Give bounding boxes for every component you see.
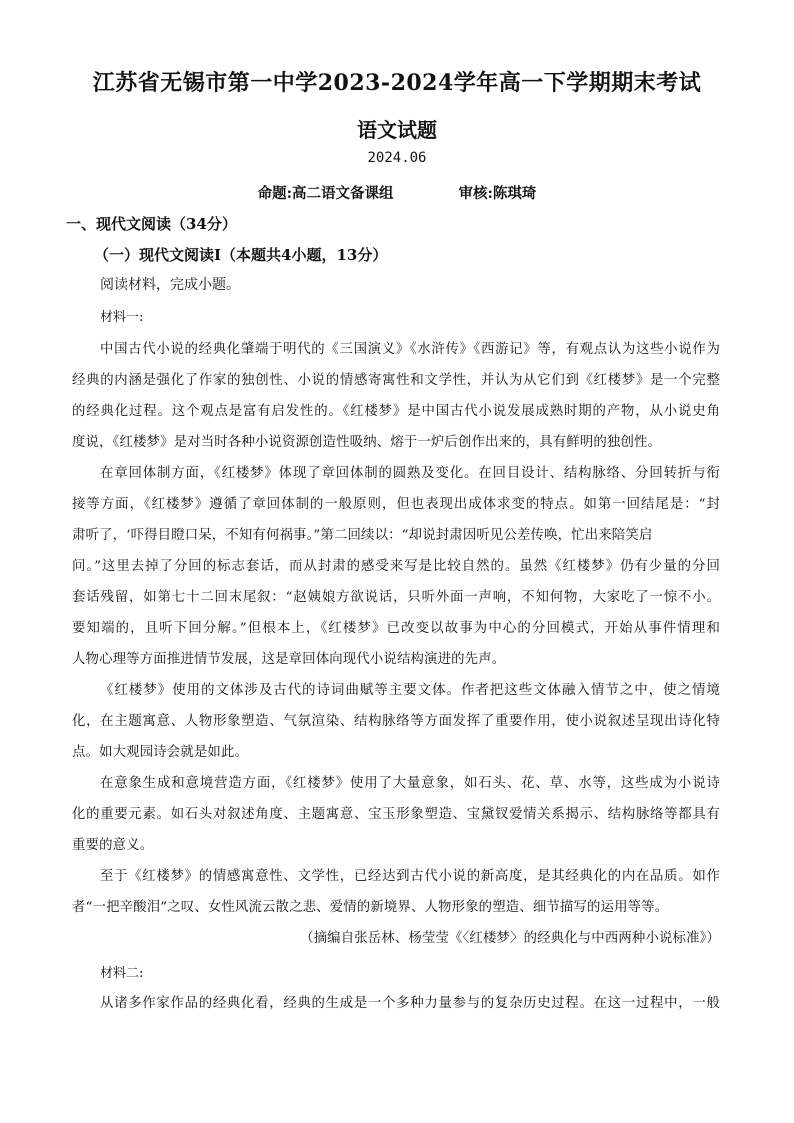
text-line: 从诸多作家作品的经典化看，经典的生成是一个多种力量参与的复杂历史过程。在这一过程中，一般 xyxy=(100,996,720,1011)
text-line: 要知端的，且听下回分解。”但根本上，《红楼梦》已改变以故事为中心的分回模式，开始从事件情理和 xyxy=(72,621,720,636)
text-line: 问。”这里去掉了分回的标志套话，而从封肃的感受来写是比较自然的。虽然《红楼梦》仍有少量的分回 xyxy=(72,559,720,574)
exam-title: 江苏省无锡市第一中学2023-2024学年高一下学期期末考试 xyxy=(92,70,702,96)
source-citation: （摘编自张岳林、杨莹莹《〈红楼梦〉的经典化与中西两种小说标准》） xyxy=(300,931,720,946)
text-line: 套话残留，如第七十二回末尾叙：“赵姨娘方欲说话，只听外面一声响，不知何物，大家吃了一惊不小。 xyxy=(72,590,720,605)
material-2-body xyxy=(72,988,720,1019)
text-line: 人物心理等方面推进情节发展，这是章回体向现代小说结构演进的先声。 xyxy=(72,652,506,667)
author-credit: 命题:高二语文备课组 xyxy=(257,185,394,202)
subsection-heading: （一）现代文阅读Ⅰ（本题共4小题，13分） xyxy=(94,246,388,264)
credits xyxy=(0,182,794,203)
section-heading: 一、现代文阅读（34分） xyxy=(66,215,237,233)
text-line: 在章回体制方面，《红楼梦》体现了章回体制的圆熟及变化。在回目设计、结构脉络、分回转折与衔 xyxy=(100,466,720,481)
text-line: 的经典化过程。这个观点是富有启发性的。《红楼梦》是中国古代小说发展成熟时期的产物，从小说史角 xyxy=(72,404,720,419)
exam-subtitle: 语文试题 xyxy=(357,118,437,142)
exam-date: 2024.06 xyxy=(367,150,427,166)
material-1-body xyxy=(72,334,720,954)
text-line: 《红楼梦》使用的文体涉及古代的诗词曲赋等主要文体。作者把这些文体融入情节之中，使之情境 xyxy=(100,683,720,698)
text-line: 者“一把辛酸泪”之叹、女性风流云散之悲、爱情的新境界、人物形象的塑造、细节描写的运用等等。 xyxy=(72,900,669,915)
text-line: 度说，《红楼梦》是对当时各种小说资源创造性吸纳、熔于一炉后创作出来的，具有鲜明的独创性。 xyxy=(72,435,662,450)
instruction-text: 阅读材料，完成小题。 xyxy=(100,277,240,293)
material-1-label: 材料一: xyxy=(100,310,144,325)
text-line: 在意象生成和意境营造方面，《红楼梦》使用了大量意象，如石头、花、草、水等，这些成为小说诗 xyxy=(100,776,720,791)
text-line: 中国古代小说的经典化肇端于明代的《三国演义》《水浒传》《西游记》等，有观点认为这些小说作为 xyxy=(100,342,720,357)
text-line: 化的重要元素。如石头对叙述角度、主题寓意、宝玉形象塑造、宝黛钗爱情关系揭示、结构脉络等都具有 xyxy=(72,807,720,822)
material-2-label: 材料二: xyxy=(100,966,144,981)
reviewer-credit: 审核:陈琪琦 xyxy=(458,185,537,202)
text-line: 肃听了，‘吓得目瞪口呆，不知有何祸事。”第二回续以：“却说封肃因听见公差传唤，忙出来陪笑启 xyxy=(72,528,653,543)
text-line: 化，在主题寓意、人物形象塑造、气氛渲染、结构脉络等方面发挥了重要作用，使小说叙述呈现出诗化特 xyxy=(72,714,720,729)
text-line: 接等方面，《红楼梦》遵循了章回体制的一般原则，但也表现出成体求变的特点。如第一回结尾是：“封 xyxy=(72,497,720,512)
text-line: 至于《红楼梦》的情感寓意性、文学性，已经达到古代小说的新高度，是其经典化的内在品质。如作 xyxy=(100,869,720,884)
text-line: 经典的内涵是强化了作家的独创性、小说的情感寄寓性和文学性，并认为从它们到《红楼梦》是一个完整 xyxy=(72,373,720,388)
text-line: 重要的意义。 xyxy=(72,838,154,853)
text-line: 点。如大观园诗会就是如此。 xyxy=(72,745,249,760)
